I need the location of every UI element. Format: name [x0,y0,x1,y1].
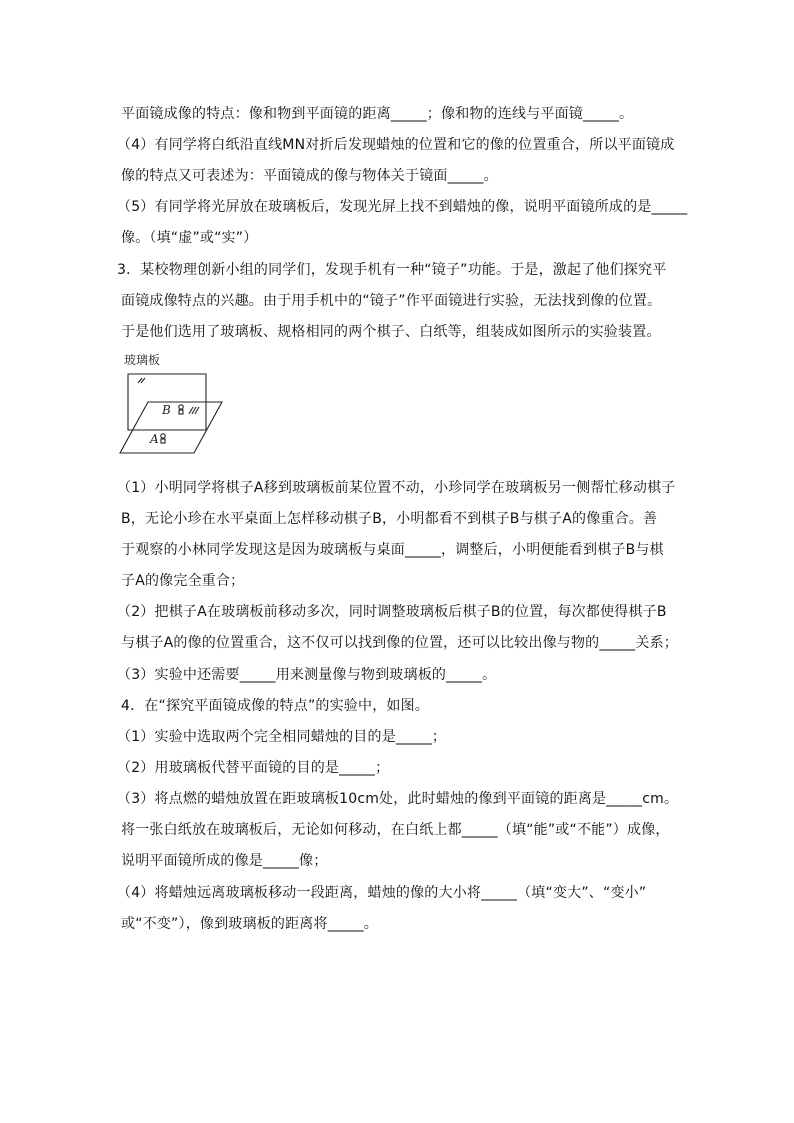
text-line: （3）将点燃的蜡烛放置在距玻璃板10cm处，此时蜡烛的像到平面镜的距离是_____cm。 [117,791,679,807]
text-line: （3）实验中还需要_____用来测量像与物到玻璃板的_____。 [117,667,497,683]
text-line: （2）把棋子A在玻璃板前移动多次，同时调整玻璃板后棋子B的位置，每次都使得棋子B [117,604,667,620]
chess-apparatus-icon [120,374,222,453]
text-line: 像的特点又可表述为：平面镜成的像与物体关于镜面_____。 [121,168,498,184]
piece-b-label: B [162,403,171,417]
text-line: 将一张白纸放在玻璃板后，无论如何移动，在白纸上都_____（填“能”或“不能”）成像， [121,822,670,838]
text-line: 子A的像完全重合； [121,573,245,589]
text-line: 于是他们选用了玻璃板、规格相同的两个棋子、白纸等，组装成如图所示的实验装置。 [121,324,661,340]
text-line: （5）有同学将光屏放在玻璃板后，发现光屏上找不到蜡烛的像，说明平面镜所成的是_____ [117,199,688,215]
text-line: 说明平面镜所成的像是_____像； [121,853,328,869]
question-heading: 4．在“探究平面镜成像的特点”的实验中，如图。 [121,698,430,714]
text-line: B，无论小珍在水平桌面上怎样移动棋子B，小明都看不到棋子B与棋子A的像重合。善 [121,511,658,527]
text-line: （4）有同学将白纸沿直线MN对折后发现蜡烛的位置和它的像的位置重合，所以平面镜成 [117,137,675,153]
question-heading: 3．某校物理创新小组的同学们，发现手机有一种“镜子”功能。于是，激起了他们探究平 [117,262,667,278]
text-line: 像。（填“虚”或“实”） [121,230,258,246]
text-line: （1）实验中选取两个完全相同蜡烛的目的是_____； [117,729,447,745]
text-line: 面镜成像特点的兴趣。由于用手机中的“镜子”作平面镜进行实验，无法找到像的位置。 [121,293,662,309]
glass-label: 玻璃板 [124,353,161,367]
text-line: 或“不变”），像到玻璃板的距离将_____。 [121,916,378,932]
piece-a-label: A [150,432,159,446]
text-line: （1）小明同学将棋子A移到玻璃板前某位置不动，小珍同学在玻璃板另一侧帮忙移动棋子 [117,480,676,496]
experiment-figure [118,350,230,460]
text-line: 与棋子A的像的位置重合，这不仅可以找到像的位置，还可以比较出像与物的_____关系； [121,635,678,651]
text-line: 平面镜成像的特点：像和物到平面镜的距离_____；像和物的连线与平面镜_____。 [121,106,634,122]
text-line: 于观察的小林同学发现这是因为玻璃板与桌面_____，调整后，小明便能看到棋子B与棋 [121,542,664,558]
text-line: （4）将蜡烛远离玻璃板移动一段距离，蜡烛的像的大小将_____（填“变大”、“变小” [117,885,647,901]
text-line: （2）用玻璃板代替平面镜的目的是_____； [117,760,390,776]
